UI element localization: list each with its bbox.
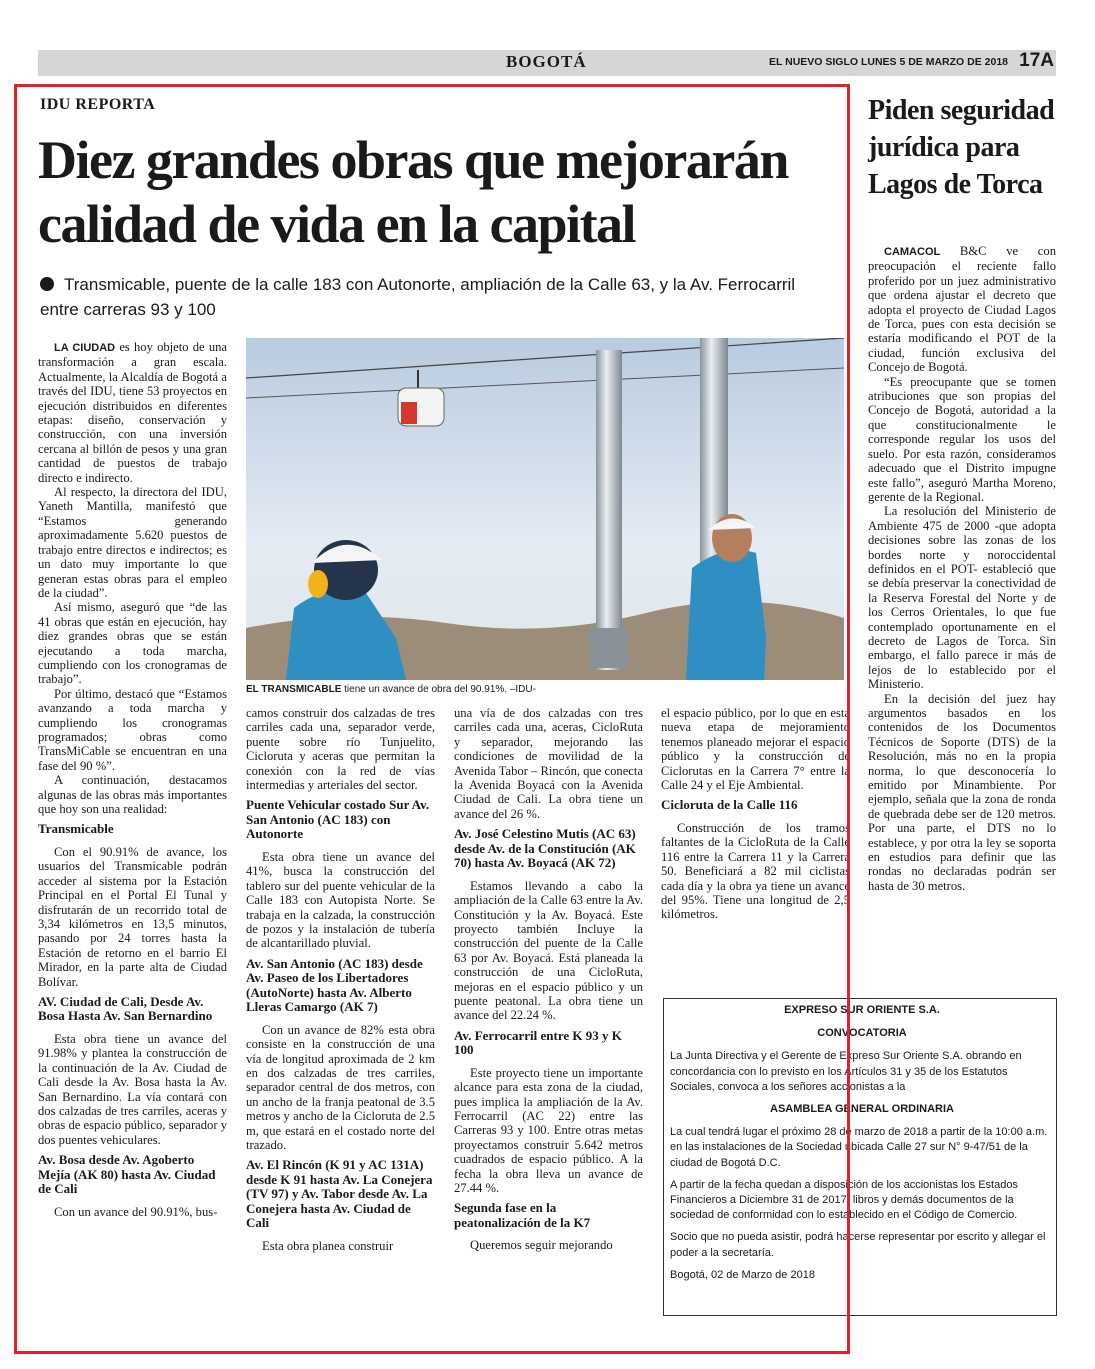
article-lead: LA CIUDAD [54,342,116,354]
sidebar-paragraph: En la decisión del juez hay argumentos basados en los contenidos de los Documentos Técnicos de Soporte (DTS) de la Resolución, más no en la propia norma, lo que desconocería lo emitido por Minambiente. Por ejemplo, señala que la zona de ronda de quebrada debe ser de 120 metros. Por una parte, el DTS no lo establece, y por otra la ley se soporta en estudios para definir que las rondas no declaradas podrán ser hasta de 30 metros. [868,691,1056,893]
subheading: Av. Ferrocarril entre K 93 y K 100 [454,1027,622,1058]
ad-paragraph: A partir de la fecha quedan a disposición de los accionistas los Estados Financieros a Diciembre 31 de 2017, libros y demás documentos de la sociedad de conformidad con lo establecido en el Código de Comercio. [670,1178,1018,1222]
subheading: AV. Ciudad de Cali, Desde Av. Bosa Hasta Av. San Bernardino [38,993,213,1024]
article-headline: Diez grandes obras que mejorarán calidad de vida en la capital [38,130,788,254]
subheading: Transmicable [38,821,114,837]
paragraph: camos construir dos calzadas de tres carriles cada una, separador verde, puente sobre río Tunjuelito, Cicloruta y aceras que permitan la conexión con la red de vías intermedias y arteriales del sector. [246,706,435,793]
subheading: Puente Vehicular costado Sur Av. San Antonio (AC 183) con Autonorte [246,797,430,842]
paragraph: el espacio público, por lo que en esta nueva etapa de mejoramiento tenemos planeado mejorar el espacio público y la construcción de Ciclorutas en la Carrera 7° entre la Calle 24 y el Eje Ambiental. [661,706,850,793]
article-summary: Transmicable, puente de la calle 183 con Autonorte, ampliación de la Calle 63, y la Av. Ferrocarril entre carreras 93 y 100 [40,275,796,319]
ad-date: Bogotá, 02 de Marzo de 2018 [670,1268,815,1281]
ad-type: CONVOCATORIA [817,1027,907,1040]
subheading: Av. José Celestino Mutis (AC 63) desde Av. de la Constitución (AK 70) hasta Av. Boyacá (AK 72) [454,826,636,871]
article-column-1: LA CIUDAD es hoy objeto de una transformación a gran escala. Actualmente, la Alcaldía de Bogotá a través del IDU, tiene 53 proyectos en ejecución distribuidos en diferentes etapas: diseño, conservación y construcción, con una inversión cercana al billón de pesos y una gran cantidad de puestos de trabajo directo e indirecto. Al respecto, la directora del IDU, Yaneth Mantilla, manifestó que “Estamos generando aproximadamente 5.620 puestos de trabajo entre directos e indirectos; es un dato muy importante lo que generan estas obras para el empleo de la ciudad”. Así mismo, aseguró que “de las 41 obras que están en ejecución, hay diez grandes obras que se están ejecutando a toda marcha, cumpliendo con los cronogramas de trabajo”. Por último, destacó que “Estamos avanzando a toda marcha y cumpliendo los cronogramas programados; obras como TransMiCable se encuentran en una fase del 90 %”. A continuación, destacamos algunas de las obras más importantes que hoy son una realidad: Transmicable Con el 90.91% de avance, los usuarios del Transmicable podrán acceder al sistema por la Estación Principal en el Portal El Tunal y disfrutarán de un recorrido total de 3,34 kilómetros en 13,5 minutos, pasando por 24 torres hasta la Estación de retorno en el barrio El Mirador, en la parte alta de Ciudad Bolívar. AV. Ciudad de Cali, Desde Av. Bosa Hasta Av. San Bernardino Esta obra tiene un avance del 91.98% y plantea la construcción de la continuación de la Av. Ciudad de Cali desde la Av. Bosa hasta la Av. San Bernardino. La vía contará con dos calzadas de tres carriles, aceras y obras de espacio público, separador y dos puentes vehiculares. Av. Bosa desde Av. Agoberto Mejía (AK 80) hasta Av. Ciudad de Cali Con un avance del 90.91%, bus- [38,340,228,1219]
paragraph: A continuación, destacamos algunas de las obras más importantes que hoy son una realidad: [38,773,227,816]
paragraph: Queremos seguir mejorando [470,1238,613,1253]
newspaper-date: EL NUEVO SIGLO LUNES 5 DE MARZO DE 2018 [768,56,1008,68]
paragraph: Por último, destacó que “Estamos avanzando a toda marcha y cumpliendo los cronogramas programados; obras como TransMiCable se encuentran en una fase del 90 %”. [38,686,227,773]
article-kicker: IDU REPORTA [40,96,156,113]
paragraph: Con un avance del 90.91%, bus- [54,1204,218,1219]
photo-caption: EL TRANSMICABLE tiene un avance de obra del 90.91%. –IDU- [246,684,536,695]
sidebar-lead: CAMACOL [884,246,941,258]
paragraph: Esta obra tiene un avance del 41%, busca la construcción del tablero sur del puente vehicular de la Calle 183 con Autopista Norte. Se trabaja en la calzada, la construcción de pozos y la instalación de tubería de alcantarillado pluvial. [246,849,435,951]
paragraph: Así mismo, aseguró que “de las 41 obras que están en ejecución, hay diez grandes obras que se están ejecutando a toda marcha, cumpliendo con los cronogramas de trabajo”. [38,600,227,687]
paragraph: Estamos llevando a cabo la ampliación de la Calle 63 entre la Av. Constitución y la Av. Boyacá. Este proyecto también Incluye la construcción del puente de la Calle 63 por Av. Boyacá. Está planeada la construcción de una CicloRuta, mejoras en el espacio público y un puente peatonal. La obra tiene un avance del 22.24 %. [454,878,643,1023]
sidebar-headline: Piden seguridad jurídica para Lagos de Torca [868,95,1055,200]
ad-paragraph: Socio que no pueda asistir, podrá hacerse representar por escrito y allegar el poder a la secretaría. [670,1231,1046,1259]
ad-company: EXPRESO SUR ORIENTE S.A. [784,1004,940,1016]
subheading: Av. El Rincón (K 91 y AC 131A) desde K 91 hasta Av. La Conejera (TV 97) y Av. Tabor desde Av. La Conejera hasta Av. Ciudad de Cali [246,1157,433,1231]
paragraph: Con el 90.91% de avance, los usuarios del Transmicable podrán acceder al sistema por la Estación Principal en el Portal El Tunal y disfrutarán de un recorrido total de 3,34 kilómetros en 13,5 minutos, pasando por 24 torres hasta la Estación de retorno en el barrio El Mirador, en la parte alta de Ciudad Bolívar. [38,844,227,989]
paragraph: Construcción de los tramos faltantes de la CicloRuta de la Calle 116 entre la Carrera 11 y la Carrera 50. Beneficiará a 82 mil ciclistas cada día y la obra ya tiene un avance del 95%. Tiene una longitud de 2,5 kilómetros. [661,820,850,922]
sidebar-paragraph: La resolución del Ministerio de Ambiente 475 de 2000 -que adopta decisiones sobre las zonas de los bordes norte y noroccidental definidos en el POT- estableció que se debía preservar la conectividad de la Reserva Forestal del Norte y de los Cerros Orientales, lo que fue contemplado oportunamente en el decreto de Lagos de Torca. Sin embargo, el fallo parece ir más de lejos de lo establecido por el Ministerio. [868,504,1056,692]
highlight-frame [14,84,850,1354]
paragraph: una vía de dos calzadas con tres carriles cada una, aceras, CicloRuta y separador, mejorando las condiciones de movilidad de la Avenida Tabor – Rincón, que conecta la Avenida Boyacá con la Avenida Ciudad de Cali. La obra tiene un avance del 26 %. [454,706,643,821]
ad-paragraph: La Junta Directiva y el Gerente de Expreso Sur Oriente S.A. obrando en concordancia con lo previsto en los Artículos 31 y 35 de los Estatutos Sociales, convoca a los señores accionistas a la [670,1050,1022,1093]
subheading: Av. San Antonio (AC 183) desde Av. Paseo de los Libertadores (AutoNorte) hasta Av. Alberto Lleras Camargo (AK 7) [246,955,423,1015]
subheading: Av. Bosa desde Av. Agoberto Mejía (AK 80) hasta Av. Ciudad de Cali [38,1152,216,1197]
paragraph: Con un avance de 82% esta obra consiste en la construcción de una vía de longitud aproximada de 2 km en dos calzadas de tres carriles, separador central de dos metros, con un ancho de la franja peatonal de 3.5 metros y ancho de la Cicloruta de 2.5 m, que estará en el costado norte del trazado. [246,1022,435,1153]
subheading: Cicloruta de la Calle 116 [661,797,798,813]
ad-title: ASAMBLEA GENERAL ORDINARIA [770,1103,954,1116]
ad-paragraph: La cual tendrá lugar el próximo 28 de marzo de 2018 a partir de la 10:00 a.m. en las instalaciones de la Sociedad ubicada Calle 27 sur N° 9-47/51 de la ciudad de Bogotá D.C. [670,1126,1048,1169]
sidebar-body: CAMACOL B&C ve con preocupación el reciente fallo proferido por un juez administrativo que ordena ajustar el decreto que adopta el proyecto de Ciudad Lagos de Torca, pues con esta decisión se estaría modificando el POT de la ciudad, función exclusiva del Concejo de Bogotá. “Es preocupante que se tomen atribuciones que son propias del Concejo de Bogotá, autoridad a la que constitucionalmente le corresponde regular los usos del suelo. Por esta razón, consideramos adecuado que el Distrito impugne este fallo”, aseguró Martha Moreno, gerente de la Regional. La resolución del Ministerio de Ambiente 475 de 2000 -que adopta decisiones sobre las zonas de los bordes norte y noroccidental definidos en el POT- estableció que se debía preservar la conectividad de la Reserva Forestal del Norte y de los Cerros Orientales, lo que fue contemplado oportunamente en el decreto de Lagos de Torca. Sin embargo, el fallo parece ir más de lejos de lo establecido por el Ministerio. En la decisión del juez hay argumentos basados en los contenidos de los Documentos Técnicos de Soporte (DTS) de la Resolución, más no en la propia norma, lo que desconocería lo emitido por Minambiente. Por ejemplo, señala que la zona de ronda de quebrada debe ser de 120 metros. Por una parte, el DTS no lo establece, y por otra la ley se soporta en estudios para definir que las rondas no declaradas podrán ser hasta de 30 metros. [868,244,1056,893]
sidebar-paragraph: “Es preocupante que se tomen atribuciones que son propias del Concejo de Bogotá, autoridad a la que constitucionalmente le corresponde regular los usos del suelo. Por esta razón, consideramos adecuado que el Distrito impugne este fallo”, aseguró Martha Moreno, gerente de la Regional. [868,374,1056,504]
paragraph: Este proyecto tiene un importante alcance para esta zona de la ciudad, pues implica la ampliación de la Av. Ferrocarril (AC 22) entre las Carreras 93 y 100. Entre otras metas proyectamos construir 5.642 metros cuadrados de espacio público. A la fecha la obra lleva un avance de 27.44 %. [454,1065,643,1196]
page-number: 17A [1019,50,1054,71]
paragraph: Esta obra tiene un avance del 91.98% y plantea la construcción de la continuación de la Av. Ciudad de Cali desde la Av. Bosa hasta la Av. San Bernardino. La vía contará con dos calzadas de tres carriles, aceras y obras de espacio público, separador y dos puentes vehiculares. [38,1031,227,1147]
paragraph: Al respecto, la directora del IDU, Yaneth Mantilla, manifestó que “Estamos generando aproximadamente 5.620 puestos de trabajo entre directos e indirectos; es un dato muy importante lo que generan estas obras para el empleo de la ciudad”. [38,485,227,600]
paragraph: Esta obra planea construir [262,1238,394,1253]
page-header-bar: BOGOTÁ EL NUEVO SIGLO LUNES 5 DE MARZO DE 2018 17A [38,50,1056,76]
subheading: Segunda fase en la peatonalización de la K7 [454,1200,591,1230]
